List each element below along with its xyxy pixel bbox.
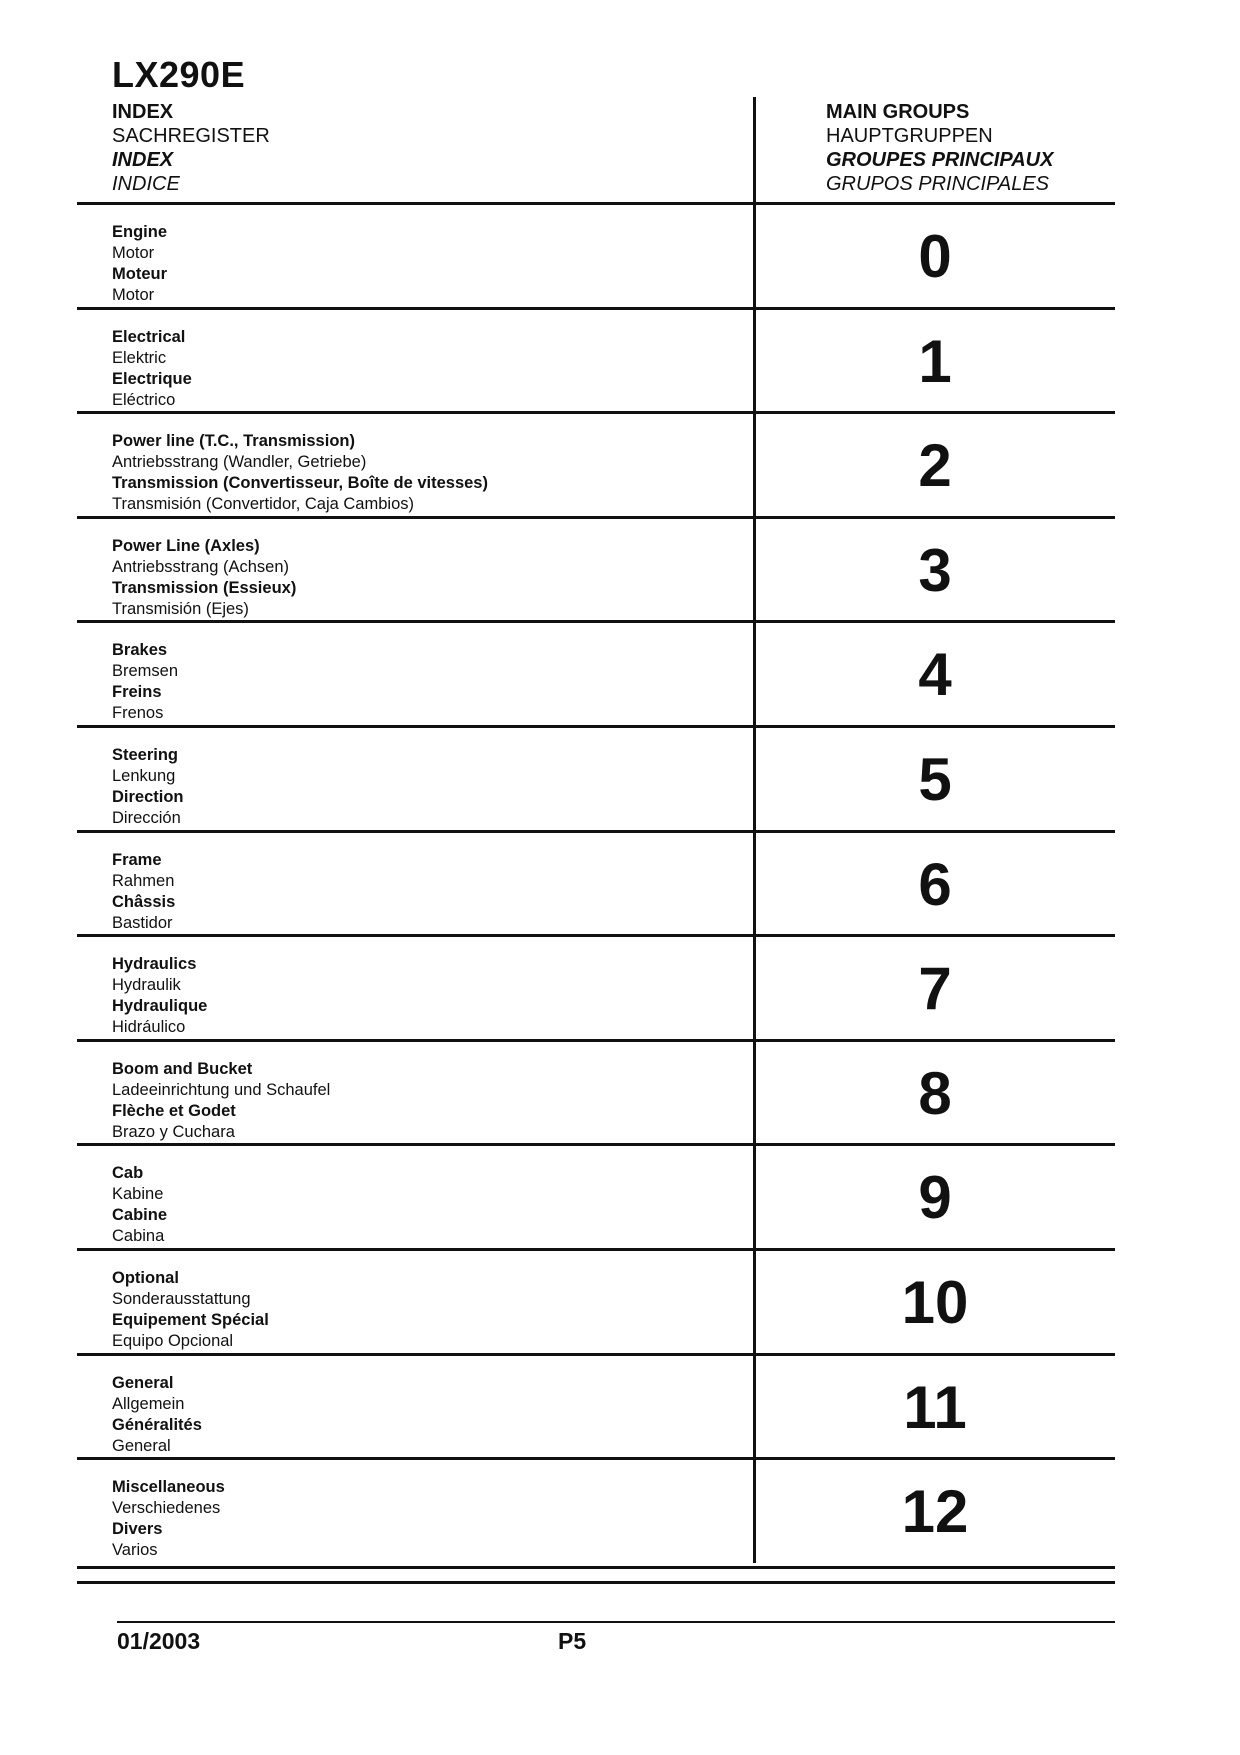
group-label-fr: Transmission (Essieux) [112,578,297,597]
main-groups-header-de: HAUPTGRUPPEN [826,125,993,147]
group-label-es: Cabina [112,1227,165,1246]
group-labels [112,222,167,306]
group-label-en: Optional [112,1269,179,1287]
group-label-fr: Equipement Spécial [112,1311,269,1329]
footer-date: 01/2003 [117,1628,201,1654]
group-label-de: Kabine [112,1185,164,1204]
group-label-en: Power line (T.C., Transmission) [112,432,355,451]
group-label-fr: Hydraulique [112,997,208,1016]
group-label-de: Antriebsstrang (Achsen) [112,557,289,576]
group-number: 12 [901,1478,969,1546]
group-label-de: Motor [112,244,155,262]
group-labels [112,850,175,934]
group-row [77,937,1115,1042]
group-label-fr: Châssis [112,892,176,911]
group-row [77,833,1115,938]
group-label-de: Elektric [112,348,167,367]
group-label-fr: Divers [112,1520,163,1539]
group-label-en: General [112,1373,174,1392]
index-header-en: INDEX [112,101,174,123]
group-label-es: Brazo y Cuchara [112,1122,235,1141]
model-title: LX290E [112,54,246,95]
group-label-en: Power Line (Axles) [112,536,260,555]
group-label-es: Eléctrico [112,390,176,409]
main-groups-header-es: GRUPOS PRINCIPALES [826,173,1050,195]
group-label-de: Rahmen [112,871,175,890]
footer-page-number: P5 [558,1628,587,1654]
group-label-fr: Direction [112,788,184,806]
group-label-fr: Moteur [112,265,167,283]
group-number: 3 [918,536,952,604]
group-number: 9 [918,1164,952,1232]
index-header [112,100,270,196]
group-label-es: Transmisión (Ejes) [112,599,249,618]
group-number: 7 [918,955,952,1023]
group-row [77,519,1115,624]
group-row [77,414,1115,519]
group-row [77,205,1115,310]
group-number: 8 [918,1059,952,1127]
main-groups-header [826,100,1053,196]
index-header-de: SACHREGISTER [112,125,270,147]
group-row [77,1146,1115,1251]
main-groups-header-en: MAIN GROUPS [826,101,970,123]
group-label-de: Verschiedenes [112,1499,221,1518]
group-label-en: Hydraulics [112,955,197,974]
group-labels [112,1373,202,1457]
group-label-es: Dirección [112,809,181,827]
group-label-de: Antriebsstrang (Wandler, Getriebe) [112,453,367,472]
group-number: 2 [918,432,952,500]
footer-rule [117,1621,1115,1623]
group-number: 0 [918,223,952,290]
group-label-fr: Cabine [112,1206,168,1225]
group-label-es: Equipo Opcional [112,1332,234,1350]
group-label-fr: Freins [112,683,162,702]
group-label-es: Motor [112,286,155,304]
group-label-fr: Flèche et Godet [112,1101,236,1120]
table-end-rule [77,1566,1115,1569]
group-number: 10 [901,1269,969,1336]
group-label-de: Hydraulik [112,976,181,995]
group-label-en: Frame [112,850,162,869]
group-label-en: Miscellaneous [112,1478,225,1497]
group-labels [112,1059,330,1143]
group-label-es: Hidráulico [112,1018,186,1037]
group-label-fr: Transmission (Convertisseur, Boîte de vitesses) [112,474,488,493]
group-number: 11 [903,1373,967,1441]
group-label-es: Bastidor [112,913,173,932]
main-groups-header-fr: GROUPES PRINCIPAUX [826,149,1054,171]
group-number: 6 [918,850,952,918]
group-row [77,310,1115,415]
group-labels [112,1268,269,1352]
index-header-es: INDICE [112,173,180,195]
group-row [77,728,1115,833]
table-bottom-rule [77,1581,1115,1584]
group-labels [112,1477,225,1561]
group-number: 5 [918,746,952,813]
group-labels [112,745,184,829]
group-label-en: Engine [112,223,168,241]
group-label-en: Boom and Bucket [112,1059,253,1078]
group-label-en: Electrical [112,327,186,346]
group-label-en: Cab [112,1164,144,1183]
group-row [77,1042,1115,1147]
group-labels [112,536,296,620]
group-labels [112,1163,167,1247]
group-number: 4 [918,641,952,709]
group-labels [112,640,178,724]
group-label-de: Ladeeinrichtung und Schaufel [112,1080,331,1099]
group-label-de: Bremsen [112,662,179,681]
group-row [77,623,1115,728]
group-labels [112,954,207,1038]
group-label-en: Brakes [112,641,168,660]
group-row [77,1251,1115,1356]
group-label-es: Frenos [112,704,164,723]
index-header-fr: INDEX [112,149,174,171]
group-label-de: Lenkung [112,767,176,785]
group-row [77,1460,1115,1565]
group-label-es: General [112,1436,171,1455]
group-label-de: Allgemein [112,1394,185,1413]
group-label-es: Varios [112,1541,158,1560]
group-label-en: Steering [112,746,179,764]
group-label-de: Sonderausstattung [112,1290,251,1308]
group-number: 1 [918,327,952,395]
group-label-fr: Généralités [112,1415,202,1434]
group-labels [112,327,192,411]
group-row [77,1356,1115,1461]
group-label-fr: Electrique [112,369,192,388]
group-label-es: Transmisión (Convertidor, Caja Cambios) [112,495,414,514]
group-labels [112,431,488,515]
